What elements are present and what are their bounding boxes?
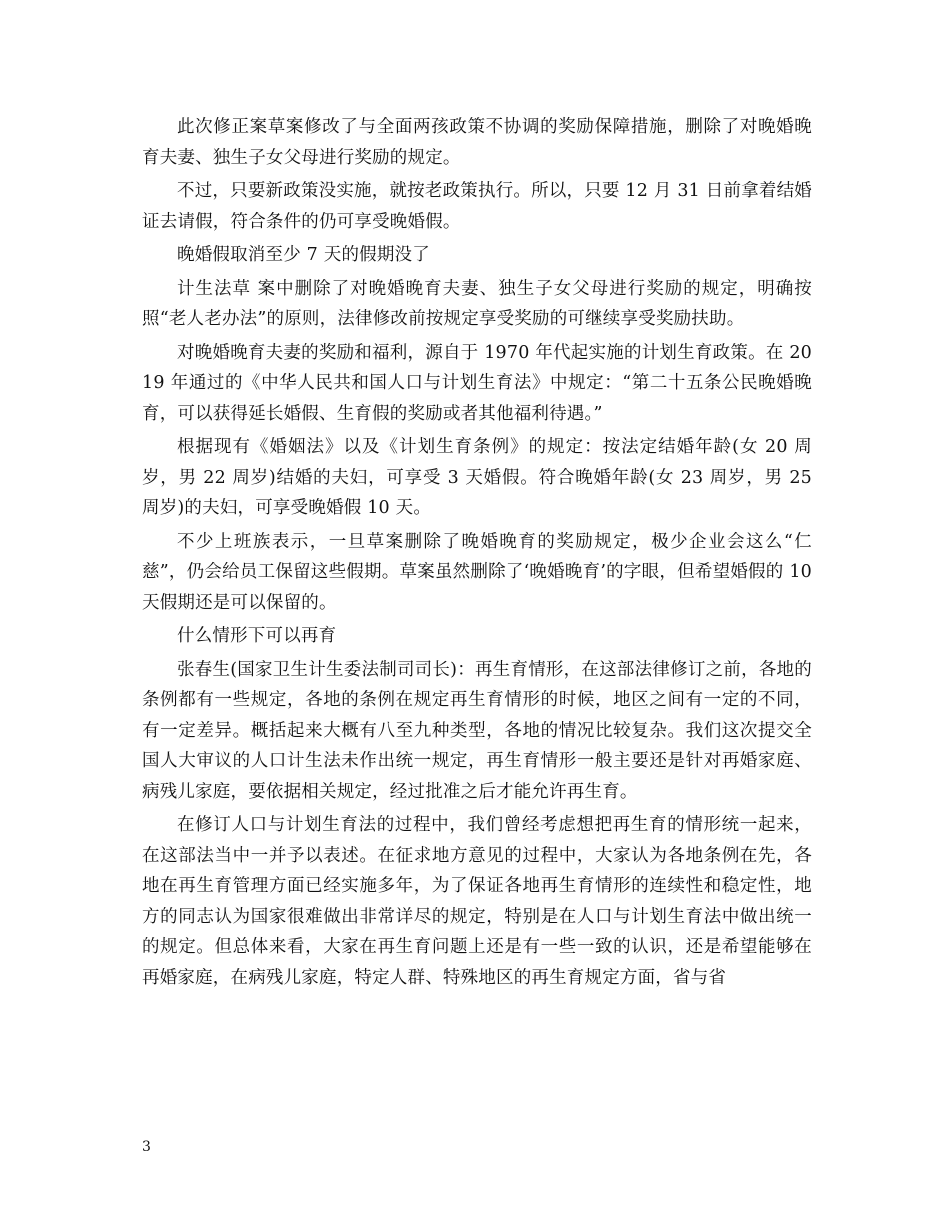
section-heading: 什么情形下可以再育 xyxy=(177,626,337,646)
paragraph: 根据现有《婚姻法》以及《计划生育条例》的规定：按法定结婚年龄(女 20 周岁，男 22 周岁)结婚的夫妇，可享受 3 天婚假。符合晚婚年龄(女 23 周岁，男 25 周岁)的夫妇，可享受晚婚假 10 天。 xyxy=(142,437,812,518)
page-number: 3 xyxy=(142,1139,151,1155)
paragraph: 不过，只要新政策没实施，就按老政策执行。所以，只要 12 月 31 日前拿着结婚证去请假，符合条件的仍可享受晚婚假。 xyxy=(142,181,812,232)
document-body xyxy=(142,112,812,993)
paragraph: 不少上班族表示，一旦草案删除了晚婚晚育的奖励规定，极少企业会这么“仁慈”，仍会给员工保留这些假期。草案虽然删除了‘晚婚晚育’的字眼，但希望婚假的 10 天假期还是可以保留的。 xyxy=(142,531,812,613)
paragraph: 计生法草 案中删除了对晚婚晚育夫妻、独生子女父母进行奖励的规定，明确按照“老人老办法”的原则，法律修改前按规定享受奖励的可继续享受奖励扶助。 xyxy=(142,278,812,329)
paragraph: 此次修正案草案修改了与全面两孩政策不协调的奖励保障措施，删除了对晚婚晚育夫妻、独生子女父母进行奖励的规定。 xyxy=(142,117,812,168)
paragraph: 张春生(国家卫生计生委法制司司长)：再生育情形，在这部法律修订之前，各地的条例都有一些规定，各地的条例在规定再生育情形的时候，地区之间有一定的不同，有一定差异。概括起来大概有八至九种类型，各地的情况比较复杂。我们这次提交全国人大审议的人口计生法未作出统一规定，再生育情形一般主要还是针对再婚家庭、病残儿家庭，要依据相关规定，经过批准之后才能允许再生育。 xyxy=(142,659,812,802)
section-heading: 晚婚假取消至少 7 天的假期没了 xyxy=(177,245,430,265)
paragraph: 对晚婚晚育夫妻的奖励和福利，源自于 1970 年代起实施的计划生育政策。在 2019 年通过的《中华人民共和国人口与计划生育法》中规定：“第二十五条公民晚婚晚育，可以获得延长婚假、生育假的奖励或者其他福利待遇。” xyxy=(142,342,812,424)
paragraph: 在修订人口与计划生育法的过程中，我们曾经考虑想把再生育的情形统一起来，在这部法当中一并予以表述。在征求地方意见的过程中，大家认为各地条例在先，各地在再生育管理方面已经实施多年，为了保证各地再生育情形的连续性和稳定性，地方的同志认为国家很难做出非常详尽的规定，特别是在人口与计划生育法中做出统一的规定。但总体来看，大家在再生育问题上还是有一些一致的认识，还是希望能够在再婚家庭，在病残儿家庭，特定人群、特殊地区的再生育规定方面，省与省 xyxy=(142,815,812,988)
